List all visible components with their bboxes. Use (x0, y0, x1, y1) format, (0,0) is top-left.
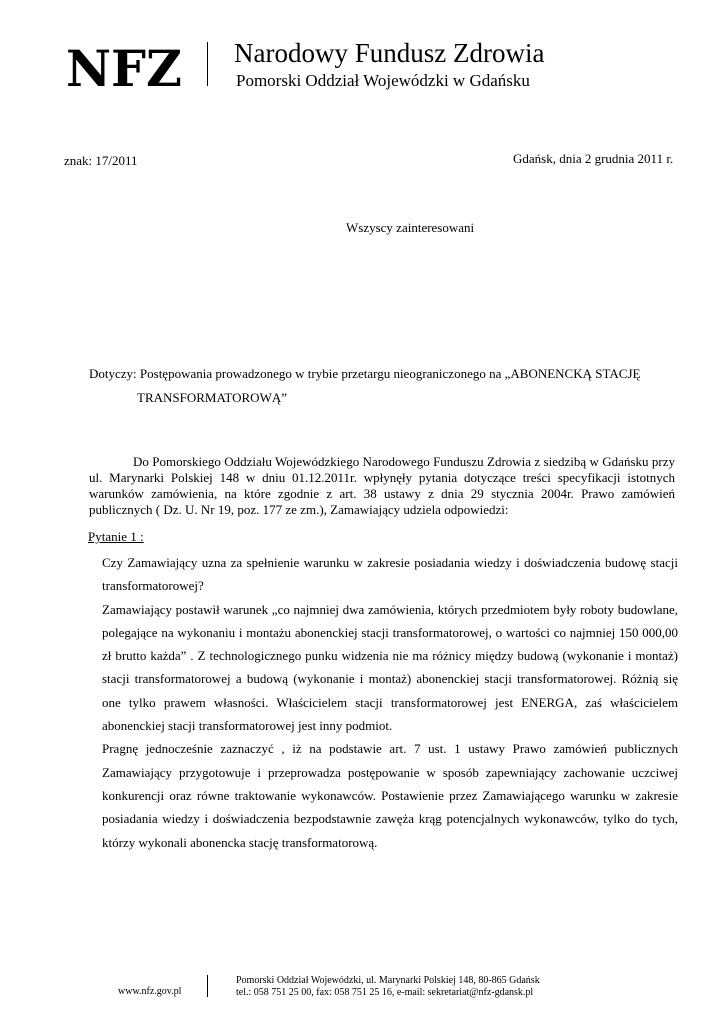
org-name: Narodowy Fundusz Zdrowia (234, 38, 545, 68)
footer-website: www.nfz.gov.pl (118, 986, 182, 997)
subject-line-1: Dotyczy: Postępowania prowadzonego w trybie przetargu nieograniczonego na „ABONENCKĄ STACJĘ (89, 366, 641, 381)
subject-line-2: TRANSFORMATOROWĄ” (137, 390, 287, 405)
question-heading: Pytanie 1 : (88, 529, 144, 544)
header-divider (207, 42, 208, 86)
recipients: Wszyscy zainteresowani (346, 220, 475, 235)
answer-body (102, 551, 678, 854)
question-text: Czy Zamawiający uzna za spełnienie warunku w zakresie posiadania wiedzy i doświadczenia budowę stacji transformatorowej? (102, 555, 678, 594)
footer-divider (207, 975, 208, 997)
answer-paragraph: Zamawiający postawił warunek „co najmniej dwa zamówienia, których przedmiotem były roboty budowlane, polegające na wykonaniu i montażu abonenckiej stacji transformatorowej, o wartości co najmniej 150 000,00 zł brutto każda” . Z technologicznego punku widzenia nie ma różnicy między budową (wykonanie i montaż) stacji transformatorowej a budową (wykonanie i montaż) abonenckiej stacji transformatorowej. Różnią się one tylko prawem własności. Właścicielem stacji transformatorowej jest ENERGA, zaś właścicielem abonenckiej stacji transformatorowej jest inny podmiot. (102, 601, 678, 734)
subject (89, 362, 679, 410)
letter-date: Gdańsk, dnia 2 grudnia 2011 r. (513, 151, 674, 166)
reference-number: znak: 17/2011 (64, 153, 138, 168)
intro-paragraph: Do Pomorskiego Oddziału Wojewódzkiego Narodowego Funduszu Zdrowia z siedzibą w Gdańsku przy ul. Marynarki Polskiej 148 w dniu 01.12.2011r. wpłynęły pytania dotyczące treści specyfikacji istotnych warunków zamówienia, na które zgodnie z art. 38 ustawy z dnia 29 stycznia 2004r. Prawo zamówień publicznych ( Dz. U. Nr 19, poz. 177 ze zm.), Zamawiający udziela odpowiedzi: (89, 454, 675, 517)
footer-address: Pomorski Oddział Wojewódzki, ul. Marynarki Polskiej 148, 80-865 Gdańsk (236, 975, 540, 986)
logo-text: NFZ (66, 40, 182, 92)
nfz-logo (66, 40, 182, 92)
org-branch: Pomorski Oddział Wojewódzki w Gdańsku (236, 71, 530, 90)
footer-contact: tel.: 058 751 25 00, fax: 058 751 25 16, e-mail: sekretariat@nfz-gdansk.pl (236, 987, 534, 998)
intro-block (89, 454, 675, 518)
answer-paragraph: Pragnę jednocześnie zaznaczyć , iż na podstawie art. 7 ust. 1 ustawy Prawo zamówień publicznych Zamawiający przygotowuje i przeprowadza postępowanie w sposób zapewniający zachowanie uczciwej konkurencji oraz równe traktowanie wykonawców. Postawienie przez Zamawiającego warunku w zakresie posiadania wiedzy i doświadczenia bezpodstawnie zawęża krąg potencjalnych wykonawców, tylko do tych, którzy wykonali abonencka stację transformatorową. (102, 741, 678, 850)
